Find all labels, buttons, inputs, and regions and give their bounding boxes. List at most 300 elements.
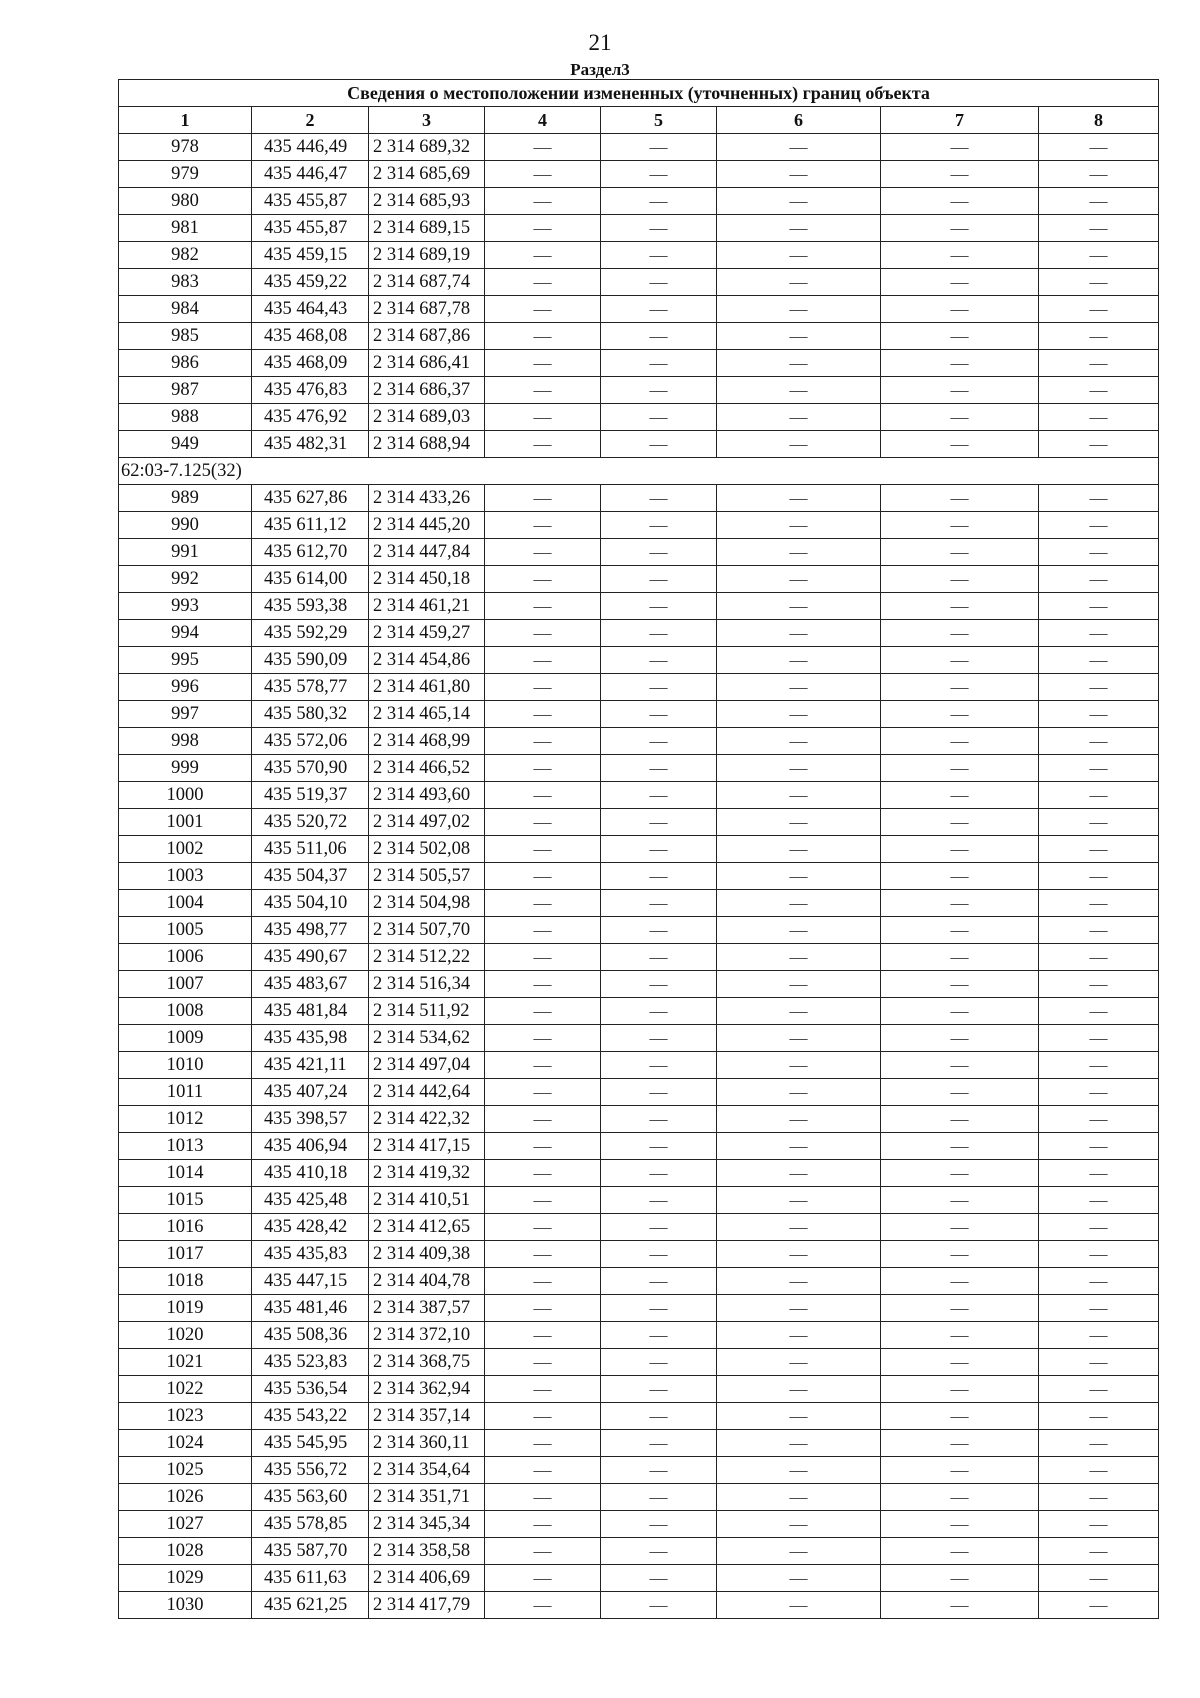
empty-value-dash: — xyxy=(717,998,881,1025)
empty-value-dash: — xyxy=(1039,566,1159,593)
empty-value-dash: — xyxy=(717,890,881,917)
coord-y: 2 314 409,38 xyxy=(369,1241,485,1268)
empty-value-dash: — xyxy=(485,404,601,431)
coord-x: 435 580,32 xyxy=(252,701,369,728)
empty-value-dash: — xyxy=(881,1214,1039,1241)
empty-value-dash: — xyxy=(717,701,881,728)
coord-x: 435 627,86 xyxy=(252,485,369,512)
empty-value-dash: — xyxy=(601,161,717,188)
empty-value-dash: — xyxy=(601,728,717,755)
empty-value-dash: — xyxy=(601,1214,717,1241)
coord-y: 2 314 417,15 xyxy=(369,1133,485,1160)
empty-value-dash: — xyxy=(485,1511,601,1538)
empty-value-dash: — xyxy=(881,1349,1039,1376)
coord-y: 2 314 687,78 xyxy=(369,296,485,323)
empty-value-dash: — xyxy=(485,1160,601,1187)
empty-value-dash: — xyxy=(1039,1133,1159,1160)
empty-value-dash: — xyxy=(881,269,1039,296)
coord-y: 2 314 685,93 xyxy=(369,188,485,215)
coord-y: 2 314 445,20 xyxy=(369,512,485,539)
empty-value-dash: — xyxy=(881,296,1039,323)
empty-value-dash: — xyxy=(1039,1079,1159,1106)
empty-value-dash: — xyxy=(601,242,717,269)
column-header-7: 7 xyxy=(881,107,1039,134)
table-row xyxy=(119,161,1159,188)
empty-value-dash: — xyxy=(485,1025,601,1052)
table-row xyxy=(119,782,1159,809)
empty-value-dash: — xyxy=(601,1322,717,1349)
coord-y: 2 314 686,37 xyxy=(369,377,485,404)
empty-value-dash: — xyxy=(717,404,881,431)
coord-x: 435 435,98 xyxy=(252,1025,369,1052)
coord-x: 435 570,90 xyxy=(252,755,369,782)
point-number: 981 xyxy=(119,215,252,242)
empty-value-dash: — xyxy=(881,971,1039,998)
empty-value-dash: — xyxy=(881,377,1039,404)
coord-x: 435 543,22 xyxy=(252,1403,369,1430)
empty-value-dash: — xyxy=(881,1160,1039,1187)
coord-x: 435 398,57 xyxy=(252,1106,369,1133)
point-number: 998 xyxy=(119,728,252,755)
empty-value-dash: — xyxy=(881,1187,1039,1214)
coord-x: 435 455,87 xyxy=(252,215,369,242)
table-row xyxy=(119,998,1159,1025)
empty-value-dash: — xyxy=(485,701,601,728)
empty-value-dash: — xyxy=(601,1133,717,1160)
empty-value-dash: — xyxy=(717,782,881,809)
empty-value-dash: — xyxy=(717,1484,881,1511)
table-row xyxy=(119,1052,1159,1079)
coord-x: 435 490,67 xyxy=(252,944,369,971)
coord-y: 2 314 689,19 xyxy=(369,242,485,269)
coord-x: 435 447,15 xyxy=(252,1268,369,1295)
coord-y: 2 314 406,69 xyxy=(369,1565,485,1592)
empty-value-dash: — xyxy=(1039,1484,1159,1511)
coord-x: 435 476,83 xyxy=(252,377,369,404)
coord-y: 2 314 447,84 xyxy=(369,539,485,566)
empty-value-dash: — xyxy=(601,323,717,350)
empty-value-dash: — xyxy=(881,1133,1039,1160)
point-number: 1001 xyxy=(119,809,252,836)
table-row xyxy=(119,863,1159,890)
group-label: 62:03-7.125(32) xyxy=(119,458,1159,485)
empty-value-dash: — xyxy=(881,566,1039,593)
empty-value-dash: — xyxy=(881,1052,1039,1079)
table-row xyxy=(119,971,1159,998)
point-number: 1021 xyxy=(119,1349,252,1376)
empty-value-dash: — xyxy=(485,431,601,458)
column-header-2: 2 xyxy=(252,107,369,134)
point-number: 987 xyxy=(119,377,252,404)
empty-value-dash: — xyxy=(1039,1160,1159,1187)
empty-value-dash: — xyxy=(717,296,881,323)
empty-value-dash: — xyxy=(881,1295,1039,1322)
empty-value-dash: — xyxy=(1039,1403,1159,1430)
coord-x: 435 545,95 xyxy=(252,1430,369,1457)
empty-value-dash: — xyxy=(485,647,601,674)
empty-value-dash: — xyxy=(881,782,1039,809)
point-number: 1023 xyxy=(119,1403,252,1430)
empty-value-dash: — xyxy=(1039,809,1159,836)
empty-value-dash: — xyxy=(881,323,1039,350)
empty-value-dash: — xyxy=(601,1079,717,1106)
point-number: 985 xyxy=(119,323,252,350)
empty-value-dash: — xyxy=(717,134,881,161)
table-row xyxy=(119,674,1159,701)
point-number: 984 xyxy=(119,296,252,323)
table-row xyxy=(119,404,1159,431)
empty-value-dash: — xyxy=(601,701,717,728)
empty-value-dash: — xyxy=(601,755,717,782)
table-row xyxy=(119,647,1159,674)
empty-value-dash: — xyxy=(1039,134,1159,161)
empty-value-dash: — xyxy=(485,863,601,890)
point-number: 994 xyxy=(119,620,252,647)
empty-value-dash: — xyxy=(601,269,717,296)
coord-x: 435 483,67 xyxy=(252,971,369,998)
empty-value-dash: — xyxy=(1039,1457,1159,1484)
empty-value-dash: — xyxy=(717,1457,881,1484)
point-number: 1004 xyxy=(119,890,252,917)
empty-value-dash: — xyxy=(717,161,881,188)
group-row xyxy=(119,458,1159,485)
empty-value-dash: — xyxy=(1039,755,1159,782)
point-number: 1014 xyxy=(119,1160,252,1187)
coord-y: 2 314 468,99 xyxy=(369,728,485,755)
empty-value-dash: — xyxy=(1039,998,1159,1025)
empty-value-dash: — xyxy=(601,1430,717,1457)
table-row xyxy=(119,1457,1159,1484)
empty-value-dash: — xyxy=(881,242,1039,269)
table-row xyxy=(119,269,1159,296)
coord-x: 435 556,72 xyxy=(252,1457,369,1484)
coord-y: 2 314 512,22 xyxy=(369,944,485,971)
table-row xyxy=(119,1187,1159,1214)
coord-x: 435 468,08 xyxy=(252,323,369,350)
empty-value-dash: — xyxy=(1039,1430,1159,1457)
point-number: 991 xyxy=(119,539,252,566)
table-row xyxy=(119,1565,1159,1592)
coord-x: 435 410,18 xyxy=(252,1160,369,1187)
coord-x: 435 611,12 xyxy=(252,512,369,539)
point-number: 1027 xyxy=(119,1511,252,1538)
point-number: 980 xyxy=(119,188,252,215)
coord-y: 2 314 345,34 xyxy=(369,1511,485,1538)
empty-value-dash: — xyxy=(717,242,881,269)
table-row xyxy=(119,593,1159,620)
coord-y: 2 314 689,03 xyxy=(369,404,485,431)
coord-x: 435 614,00 xyxy=(252,566,369,593)
table-row xyxy=(119,566,1159,593)
empty-value-dash: — xyxy=(881,701,1039,728)
coord-y: 2 314 450,18 xyxy=(369,566,485,593)
empty-value-dash: — xyxy=(601,539,717,566)
empty-value-dash: — xyxy=(1039,971,1159,998)
empty-value-dash: — xyxy=(881,1457,1039,1484)
empty-value-dash: — xyxy=(1039,1187,1159,1214)
table-row xyxy=(119,755,1159,782)
point-number: 978 xyxy=(119,134,252,161)
empty-value-dash: — xyxy=(881,539,1039,566)
point-number: 989 xyxy=(119,485,252,512)
empty-value-dash: — xyxy=(1039,647,1159,674)
point-number: 1016 xyxy=(119,1214,252,1241)
coord-y: 2 314 504,98 xyxy=(369,890,485,917)
coord-y: 2 314 507,70 xyxy=(369,917,485,944)
empty-value-dash: — xyxy=(601,647,717,674)
empty-value-dash: — xyxy=(1039,485,1159,512)
empty-value-dash: — xyxy=(485,890,601,917)
empty-value-dash: — xyxy=(1039,836,1159,863)
coord-y: 2 314 442,64 xyxy=(369,1079,485,1106)
coord-y: 2 314 689,15 xyxy=(369,215,485,242)
empty-value-dash: — xyxy=(717,674,881,701)
empty-value-dash: — xyxy=(485,1430,601,1457)
point-number: 1018 xyxy=(119,1268,252,1295)
empty-value-dash: — xyxy=(881,1106,1039,1133)
point-number: 1005 xyxy=(119,917,252,944)
empty-value-dash: — xyxy=(881,1268,1039,1295)
coord-x: 435 590,09 xyxy=(252,647,369,674)
point-number: 983 xyxy=(119,269,252,296)
empty-value-dash: — xyxy=(1039,512,1159,539)
empty-value-dash: — xyxy=(485,620,601,647)
empty-value-dash: — xyxy=(601,863,717,890)
empty-value-dash: — xyxy=(601,350,717,377)
table-row xyxy=(119,1322,1159,1349)
table-row xyxy=(119,944,1159,971)
coord-y: 2 314 368,75 xyxy=(369,1349,485,1376)
point-number: 979 xyxy=(119,161,252,188)
empty-value-dash: — xyxy=(601,431,717,458)
empty-value-dash: — xyxy=(1039,215,1159,242)
empty-value-dash: — xyxy=(485,674,601,701)
coord-x: 435 428,42 xyxy=(252,1214,369,1241)
coord-x: 435 520,72 xyxy=(252,809,369,836)
table-row xyxy=(119,836,1159,863)
coord-y: 2 314 497,04 xyxy=(369,1052,485,1079)
empty-value-dash: — xyxy=(717,512,881,539)
empty-value-dash: — xyxy=(881,404,1039,431)
empty-value-dash: — xyxy=(717,944,881,971)
table-row xyxy=(119,512,1159,539)
empty-value-dash: — xyxy=(717,1403,881,1430)
empty-value-dash: — xyxy=(1039,1295,1159,1322)
table-row xyxy=(119,917,1159,944)
empty-value-dash: — xyxy=(485,161,601,188)
empty-value-dash: — xyxy=(717,1376,881,1403)
empty-value-dash: — xyxy=(1039,1565,1159,1592)
coord-y: 2 314 687,74 xyxy=(369,269,485,296)
empty-value-dash: — xyxy=(881,1538,1039,1565)
empty-value-dash: — xyxy=(1039,188,1159,215)
empty-value-dash: — xyxy=(485,809,601,836)
empty-value-dash: — xyxy=(485,188,601,215)
empty-value-dash: — xyxy=(601,1457,717,1484)
coord-y: 2 314 686,41 xyxy=(369,350,485,377)
empty-value-dash: — xyxy=(485,971,601,998)
coord-x: 435 455,87 xyxy=(252,188,369,215)
table-row xyxy=(119,323,1159,350)
empty-value-dash: — xyxy=(717,728,881,755)
empty-value-dash: — xyxy=(881,512,1039,539)
coord-y: 2 314 493,60 xyxy=(369,782,485,809)
empty-value-dash: — xyxy=(881,647,1039,674)
empty-value-dash: — xyxy=(601,971,717,998)
empty-value-dash: — xyxy=(601,404,717,431)
coord-y: 2 314 685,69 xyxy=(369,161,485,188)
empty-value-dash: — xyxy=(717,1430,881,1457)
coord-y: 2 314 505,57 xyxy=(369,863,485,890)
coord-y: 2 314 687,86 xyxy=(369,323,485,350)
empty-value-dash: — xyxy=(881,944,1039,971)
empty-value-dash: — xyxy=(485,1376,601,1403)
coord-x: 435 446,49 xyxy=(252,134,369,161)
coord-x: 435 504,37 xyxy=(252,863,369,890)
coord-y: 2 314 404,78 xyxy=(369,1268,485,1295)
empty-value-dash: — xyxy=(881,917,1039,944)
empty-value-dash: — xyxy=(717,269,881,296)
empty-value-dash: — xyxy=(601,782,717,809)
empty-value-dash: — xyxy=(717,1025,881,1052)
empty-value-dash: — xyxy=(485,1403,601,1430)
coord-x: 435 508,36 xyxy=(252,1322,369,1349)
empty-value-dash: — xyxy=(881,1565,1039,1592)
empty-value-dash: — xyxy=(1039,323,1159,350)
coord-x: 435 459,15 xyxy=(252,242,369,269)
point-number: 997 xyxy=(119,701,252,728)
empty-value-dash: — xyxy=(1039,917,1159,944)
empty-value-dash: — xyxy=(881,188,1039,215)
empty-value-dash: — xyxy=(881,593,1039,620)
empty-value-dash: — xyxy=(717,1349,881,1376)
empty-value-dash: — xyxy=(485,539,601,566)
empty-value-dash: — xyxy=(485,755,601,782)
coord-x: 435 563,60 xyxy=(252,1484,369,1511)
coord-y: 2 314 534,62 xyxy=(369,1025,485,1052)
empty-value-dash: — xyxy=(1039,1025,1159,1052)
coord-x: 435 578,77 xyxy=(252,674,369,701)
empty-value-dash: — xyxy=(601,1538,717,1565)
empty-value-dash: — xyxy=(485,1268,601,1295)
empty-value-dash: — xyxy=(881,998,1039,1025)
empty-value-dash: — xyxy=(1039,1214,1159,1241)
empty-value-dash: — xyxy=(717,1268,881,1295)
coord-y: 2 314 497,02 xyxy=(369,809,485,836)
empty-value-dash: — xyxy=(1039,1268,1159,1295)
empty-value-dash: — xyxy=(485,1106,601,1133)
table-row xyxy=(119,296,1159,323)
empty-value-dash: — xyxy=(601,944,717,971)
coord-x: 435 572,06 xyxy=(252,728,369,755)
coord-x: 435 612,70 xyxy=(252,539,369,566)
empty-value-dash: — xyxy=(601,1052,717,1079)
empty-value-dash: — xyxy=(717,377,881,404)
empty-value-dash: — xyxy=(485,269,601,296)
empty-value-dash: — xyxy=(717,1214,881,1241)
empty-value-dash: — xyxy=(485,593,601,620)
table-row xyxy=(119,431,1159,458)
empty-value-dash: — xyxy=(485,1079,601,1106)
empty-value-dash: — xyxy=(601,1349,717,1376)
empty-value-dash: — xyxy=(485,485,601,512)
empty-value-dash: — xyxy=(881,1592,1039,1619)
coord-x: 435 468,09 xyxy=(252,350,369,377)
empty-value-dash: — xyxy=(881,485,1039,512)
coord-y: 2 314 360,11 xyxy=(369,1430,485,1457)
empty-value-dash: — xyxy=(485,1295,601,1322)
coord-x: 435 578,85 xyxy=(252,1511,369,1538)
empty-value-dash: — xyxy=(1039,296,1159,323)
table-row xyxy=(119,134,1159,161)
empty-value-dash: — xyxy=(881,890,1039,917)
empty-value-dash: — xyxy=(485,1349,601,1376)
page-number: 21 xyxy=(588,30,612,55)
empty-value-dash: — xyxy=(601,998,717,1025)
table-row xyxy=(119,809,1159,836)
empty-value-dash: — xyxy=(717,485,881,512)
point-number: 993 xyxy=(119,593,252,620)
empty-value-dash: — xyxy=(717,350,881,377)
empty-value-dash: — xyxy=(881,1376,1039,1403)
empty-value-dash: — xyxy=(601,836,717,863)
coord-x: 435 498,77 xyxy=(252,917,369,944)
column-header-row xyxy=(119,107,1159,134)
empty-value-dash: — xyxy=(601,917,717,944)
empty-value-dash: — xyxy=(601,1565,717,1592)
empty-value-dash: — xyxy=(485,944,601,971)
coord-y: 2 314 511,92 xyxy=(369,998,485,1025)
empty-value-dash: — xyxy=(1039,431,1159,458)
coord-y: 2 314 358,58 xyxy=(369,1538,485,1565)
empty-value-dash: — xyxy=(1039,701,1159,728)
table-row xyxy=(119,1295,1159,1322)
empty-value-dash: — xyxy=(601,134,717,161)
coord-y: 2 314 454,86 xyxy=(369,647,485,674)
point-number: 1013 xyxy=(119,1133,252,1160)
empty-value-dash: — xyxy=(717,1565,881,1592)
empty-value-dash: — xyxy=(717,1538,881,1565)
coord-x: 435 481,46 xyxy=(252,1295,369,1322)
coord-y: 2 314 459,27 xyxy=(369,620,485,647)
empty-value-dash: — xyxy=(717,755,881,782)
empty-value-dash: — xyxy=(601,1592,717,1619)
empty-value-dash: — xyxy=(717,1133,881,1160)
point-number: 1003 xyxy=(119,863,252,890)
empty-value-dash: — xyxy=(485,728,601,755)
column-header-3: 3 xyxy=(369,107,485,134)
coord-y: 2 314 516,34 xyxy=(369,971,485,998)
coord-y: 2 314 357,14 xyxy=(369,1403,485,1430)
empty-value-dash: — xyxy=(717,917,881,944)
empty-value-dash: — xyxy=(601,1484,717,1511)
empty-value-dash: — xyxy=(881,1430,1039,1457)
column-header-6: 6 xyxy=(717,107,881,134)
coord-y: 2 314 689,32 xyxy=(369,134,485,161)
empty-value-dash: — xyxy=(1039,1052,1159,1079)
empty-value-dash: — xyxy=(485,377,601,404)
empty-value-dash: — xyxy=(881,1484,1039,1511)
coord-x: 435 421,11 xyxy=(252,1052,369,1079)
table-row xyxy=(119,1349,1159,1376)
table-caption: Сведения о местоположении измененных (уточненных) границ объекта xyxy=(119,80,1159,107)
point-number: 1026 xyxy=(119,1484,252,1511)
empty-value-dash: — xyxy=(485,998,601,1025)
coord-x: 435 476,92 xyxy=(252,404,369,431)
empty-value-dash: — xyxy=(717,1241,881,1268)
empty-value-dash: — xyxy=(1039,242,1159,269)
empty-value-dash: — xyxy=(717,809,881,836)
